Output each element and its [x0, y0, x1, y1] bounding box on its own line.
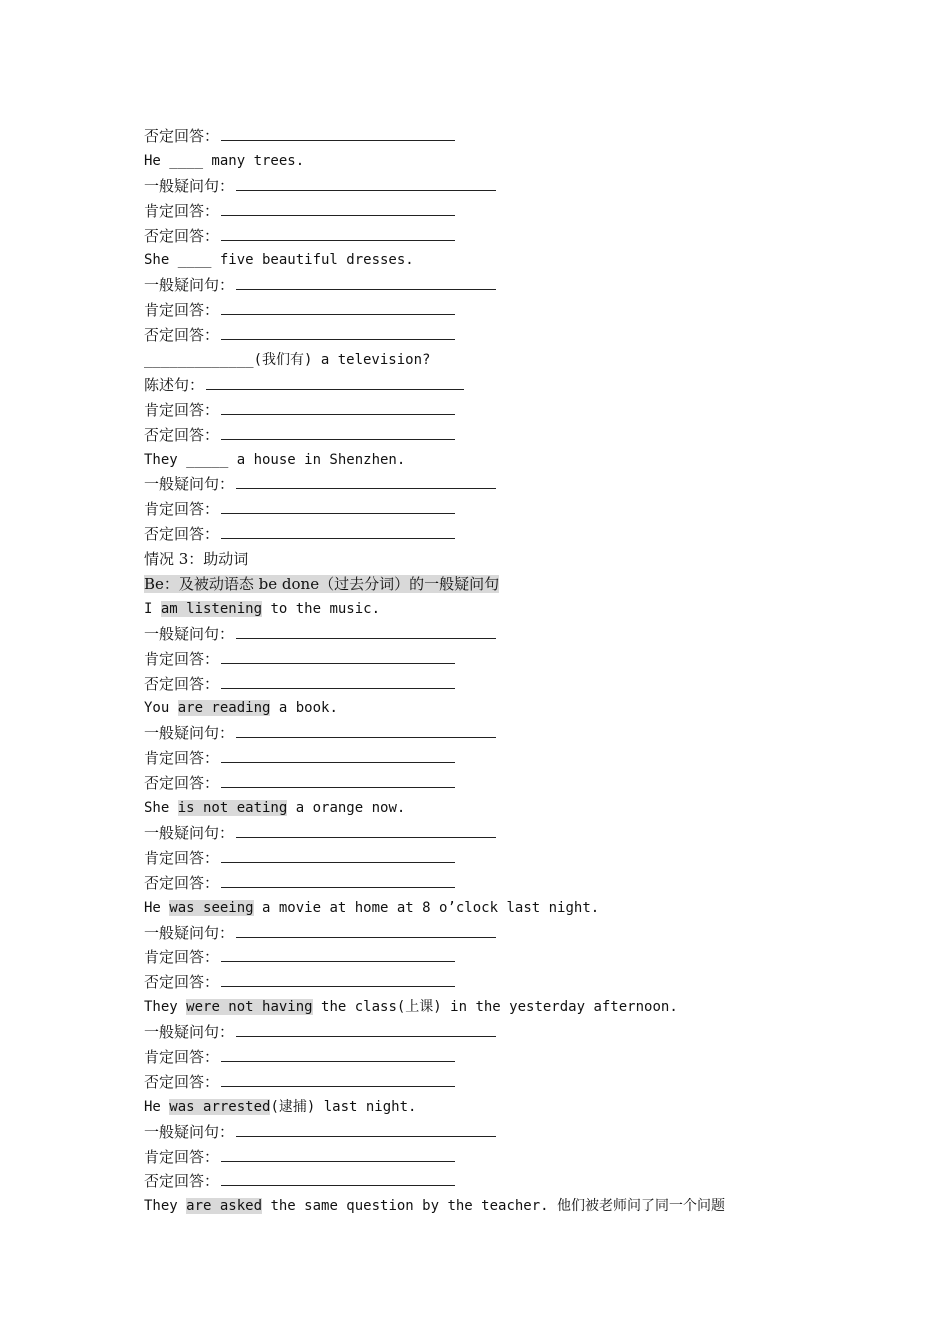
negative-answer-row [144, 871, 844, 896]
positive-answer-row [144, 298, 844, 323]
negative-answer-label: 否定回答： [144, 525, 220, 544]
highlighted-verb: is not eating [177, 800, 288, 817]
positive-answer-label: 肯定回答： [144, 649, 220, 668]
answer-blank[interactable] [221, 400, 455, 415]
statement-row [144, 373, 844, 398]
positive-answer-row [144, 647, 844, 672]
negative-answer-row [144, 323, 844, 348]
be-sentence [144, 1194, 844, 1219]
general-question-label: 一般疑问句： [144, 724, 235, 743]
answer-blank[interactable] [221, 873, 455, 888]
general-question-row [144, 622, 844, 647]
sentence-text: the same question by the teacher. 他们被老师问了同一个问题 [262, 1198, 726, 1215]
answer-blank[interactable] [221, 848, 455, 863]
negative-answer-row [144, 1169, 844, 1194]
negative-answer-row [144, 522, 844, 547]
negative-answer-label: 否定回答： [144, 226, 220, 245]
answer-blank[interactable] [236, 624, 496, 639]
answer-blank[interactable] [221, 325, 455, 340]
positive-answer-label: 肯定回答： [144, 1047, 220, 1066]
sentence-text: I [144, 600, 161, 617]
answer-blank[interactable] [236, 1022, 496, 1037]
be-sentence [144, 597, 844, 622]
positive-answer-row [144, 497, 844, 522]
answer-blank[interactable] [236, 474, 496, 489]
sentence-text: They [144, 999, 187, 1016]
general-question-row [144, 472, 844, 497]
general-question-label: 一般疑问句： [144, 1122, 235, 1141]
exercise-sentence: _____________(我们有) a television? [144, 352, 431, 369]
answer-blank[interactable] [221, 947, 455, 962]
answer-blank[interactable] [206, 375, 464, 390]
positive-answer-row [144, 846, 844, 871]
positive-answer-label: 肯定回答： [144, 948, 220, 967]
positive-answer-label: 肯定回答： [144, 1147, 220, 1166]
negative-answer-label: 否定回答： [144, 1172, 220, 1191]
general-question-row [144, 174, 844, 199]
answer-blank[interactable] [221, 425, 455, 440]
answer-blank[interactable] [221, 499, 455, 514]
general-question-row [144, 821, 844, 846]
be-sentence [144, 995, 844, 1020]
highlighted-verb: are reading [177, 700, 271, 717]
section-title: 情况 3：助动词 [144, 550, 249, 569]
general-question-row [144, 921, 844, 946]
sentence-text: They [144, 1198, 187, 1215]
answer-blank[interactable] [236, 823, 496, 838]
positive-answer-label: 肯定回答： [144, 400, 220, 419]
answer-blank[interactable] [221, 226, 455, 241]
general-question-row [144, 1020, 844, 1045]
negative-answer-row [144, 423, 844, 448]
negative-answer-label: 否定回答： [144, 674, 220, 693]
highlighted-verb: are asked [186, 1198, 263, 1215]
exercise-sentence: He ____ many trees. [144, 152, 305, 169]
positive-answer-row [144, 746, 844, 771]
answer-blank[interactable] [221, 201, 455, 216]
exercise-sentence: They _____ a house in Shenzhen. [144, 451, 406, 468]
negative-answer-label: 否定回答： [144, 873, 220, 892]
negative-answer-row [144, 224, 844, 249]
negative-answer-row [144, 771, 844, 796]
sentence-text: She [144, 800, 178, 817]
sentence-text: a orange now. [287, 800, 406, 817]
general-question-row [144, 1120, 844, 1145]
general-question-label: 一般疑问句： [144, 923, 235, 942]
general-question-label: 一般疑问句： [144, 823, 235, 842]
sentence-text: a movie at home at 8 o’clock last night. [253, 899, 600, 916]
answer-blank[interactable] [221, 748, 455, 763]
general-question-label: 一般疑问句： [144, 176, 235, 195]
answer-blank[interactable] [221, 524, 455, 539]
answer-blank[interactable] [221, 649, 455, 664]
highlighted-verb: was seeing [169, 899, 254, 916]
answer-blank[interactable] [221, 773, 455, 788]
negative-answer-label: 否定回答： [144, 774, 220, 793]
general-question-row [144, 721, 844, 746]
answer-blank[interactable] [236, 723, 496, 738]
answer-blank[interactable] [221, 1147, 455, 1162]
negative-answer-label: 否定回答： [144, 973, 220, 992]
section-subtitle-text: Be：及被动语态 be done（过去分词）的一般疑问句 [144, 575, 500, 594]
positive-answer-row [144, 1145, 844, 1170]
highlighted-verb: were not having [186, 999, 313, 1016]
general-question-row [144, 273, 844, 298]
general-question-label: 一般疑问句： [144, 475, 235, 494]
general-question-label: 一般疑问句： [144, 624, 235, 643]
positive-answer-label: 肯定回答： [144, 201, 220, 220]
sentence-text: (逮捕) last night. [270, 1098, 417, 1115]
general-question-label: 一般疑问句： [144, 1023, 235, 1042]
section-subtitle [144, 572, 844, 597]
worksheet-page [144, 124, 844, 1219]
positive-answer-row [144, 199, 844, 224]
negative-answer-label: 否定回答： [144, 127, 220, 145]
positive-answer-label: 肯定回答： [144, 500, 220, 519]
positive-answer-row [144, 1045, 844, 1070]
answer-blank[interactable] [236, 176, 496, 191]
be-sentence [144, 896, 844, 921]
general-question-label: 一般疑问句： [144, 276, 235, 295]
sentence-text: a book. [270, 700, 338, 717]
positive-answer-label: 肯定回答： [144, 301, 220, 320]
statement-label: 陈述句： [144, 375, 205, 394]
be-sentence [144, 1095, 844, 1120]
negative-answer-label: 否定回答： [144, 425, 220, 444]
be-sentence [144, 696, 844, 721]
negative-answer-row [144, 672, 844, 697]
positive-answer-row [144, 398, 844, 423]
negative-answer-label: 否定回答： [144, 1072, 220, 1091]
sentence-text: He [144, 899, 170, 916]
answer-blank[interactable] [236, 275, 496, 290]
be-sentence [144, 796, 844, 821]
sentence-text: You [144, 700, 178, 717]
negative-answer-row [144, 124, 844, 149]
sentence-text: to the music. [262, 600, 381, 617]
positive-answer-row [144, 945, 844, 970]
positive-answer-label: 肯定回答： [144, 848, 220, 867]
sentence-text: He [144, 1098, 170, 1115]
negative-answer-label: 否定回答： [144, 326, 220, 345]
negative-answer-row [144, 1070, 844, 1095]
answer-blank[interactable] [221, 126, 455, 141]
answer-blank[interactable] [236, 923, 496, 938]
answer-blank[interactable] [221, 972, 455, 987]
answer-blank[interactable] [221, 1047, 455, 1062]
sentence-text: the class(上课) in the yesterday afternoon. [312, 999, 678, 1016]
answer-blank[interactable] [221, 1171, 455, 1186]
answer-blank[interactable] [221, 1072, 455, 1087]
highlighted-verb: am listening [160, 600, 263, 617]
answer-blank[interactable] [221, 674, 455, 689]
highlighted-verb: was arrested [169, 1098, 271, 1115]
answer-blank[interactable] [236, 1122, 496, 1137]
positive-answer-label: 肯定回答： [144, 749, 220, 768]
exercise-sentence: She ____ five beautiful dresses. [144, 252, 414, 269]
answer-blank[interactable] [221, 300, 455, 315]
negative-answer-row [144, 970, 844, 995]
